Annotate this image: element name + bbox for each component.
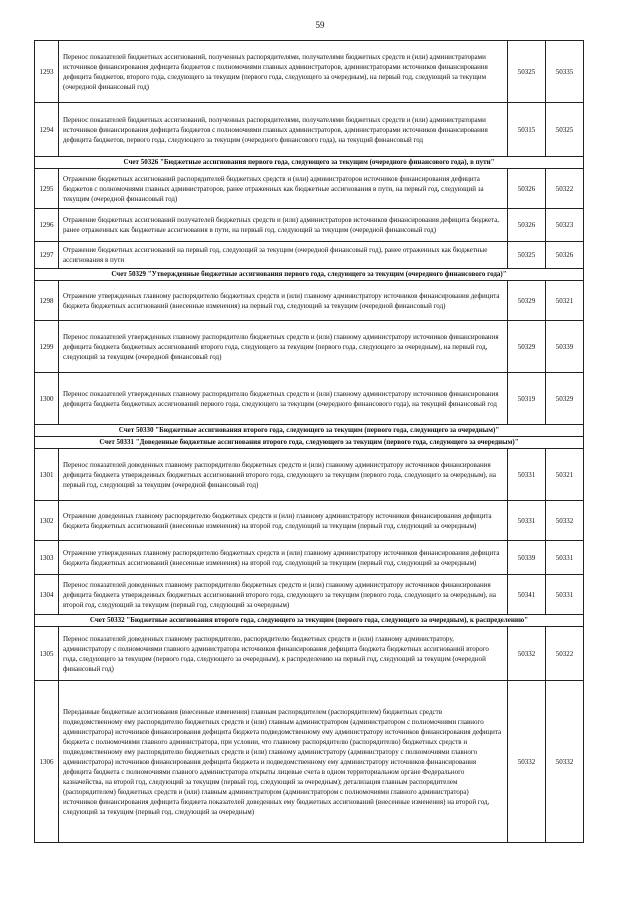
row-number: 1302 xyxy=(35,501,59,541)
table-row xyxy=(35,169,584,209)
credit-account: 50331 xyxy=(546,575,584,615)
debit-account: 50332 xyxy=(508,627,546,681)
operation-description: Перенос показателей доведенных главному распорядителю бюджетных средств и (или) главному администратору источников финансирования дефицита бюджета утвержденных бюджетных ассигнований второго года, следующего за текущим (первого года, следующего за очередным), на второй год, следующий за текущим (первый год, следующий за очередным) xyxy=(59,575,508,615)
operation-description: Перенос показателей бюджетных ассигнований, полученных распорядителями, получателями бюджетных средств и (или) администраторами источников финансирования дефицита бюджетов с полномочиями главных администраторов, администраторами источников финансирования дефицита бюджетов, первого года, следующего за текущим (очередного финансового года), на текущий финансовый год xyxy=(59,103,508,157)
debit-account: 50319 xyxy=(508,373,546,425)
page-number: 59 xyxy=(315,20,325,30)
table-row xyxy=(35,41,584,103)
credit-account: 50323 xyxy=(546,209,584,242)
operation-description: Переданные бюджетные ассигнования (внесенные изменения) главным распорядителем (распорядителем) бюджетных средств подведомственному ему распорядителю бюджетных средств и (или) главным администратором (администратором с полномочиями главного администратора) источников финансирования дефицита бюджета подведомственному ему администратору источников финансирования дефицита бюджета с полномочиями главного администратора, при условии, что главному распорядителю (распорядителю) бюджетных средств и подведомственному ему распорядителю бюджетных средств и (или) главному администратору (администратору с полномочиями главного администратора) источников финансирования дефицита бюджета и подведомственному ему администратору источников финансирования дефицита бюджета с полномочиями главного администратора открыты лицевые счета в одном территориальном органе Федерального казначейства, на второй год, следующий за текущим (первый год, следующий за очередным); детализация главным распорядителем (распорядителем) бюджетных средств и (или) главным администратором (администратором с полномочиями главного администратора) источников финансирования дефицита бюджета показателей доведенных ему бюджетных ассигнований (внесенные изменения) на второй год, следующий за текущим (первый год, следующий за очередным) xyxy=(59,681,508,843)
row-number: 1293 xyxy=(35,41,59,103)
debit-account: 50325 xyxy=(508,242,546,269)
table-row xyxy=(35,681,584,843)
credit-account: 50321 xyxy=(546,449,584,501)
operation-description: Перенос показателей доведенных главному распорядителю бюджетных средств и (или) главному администратору источников финансирования дефицита бюджета утвержденных бюджетных ассигнований второго года, следующего за текущим (первого года, следующего за очередным), на первый год, следующий за текущим (очередной финансовый год) xyxy=(59,449,508,501)
debit-account: 50331 xyxy=(508,449,546,501)
table-row xyxy=(35,209,584,242)
operation-description: Отражение бюджетных ассигнований на первый год, следующий за текущим (очередной финансовый год), ранее отраженных как бюджетные ассигнования в пути xyxy=(59,242,508,269)
table-row xyxy=(35,321,584,373)
row-number: 1297 xyxy=(35,242,59,269)
section-header xyxy=(35,425,584,437)
row-number: 1294 xyxy=(35,103,59,157)
table-row xyxy=(35,541,584,575)
table-row xyxy=(35,575,584,615)
debit-account: 50326 xyxy=(508,169,546,209)
operation-description: Перенос показателей доведенных главному распорядителю, распорядителю бюджетных средств и (или) главному администратору, администратору с полномочиями главного администратора источников финансирования дефицита бюджета бюджетных ассигнований второго года, следующего за текущим (первого года, следующего за очередным), к распределению на первый год, следующий за текущим (очередной финансовый год) xyxy=(59,627,508,681)
debit-account: 50329 xyxy=(508,281,546,321)
credit-account: 50329 xyxy=(546,373,584,425)
row-number: 1296 xyxy=(35,209,59,242)
operation-description: Отражение бюджетных ассигнований получателей бюджетных средств и (или) администраторов источников финансирования дефицита бюджета, ранее отраженных как бюджетные ассигнования в пути, на первый год, следующий за текущим (очередной финансовый год) xyxy=(59,209,508,242)
table-row xyxy=(35,281,584,321)
debit-account: 50325 xyxy=(508,41,546,103)
section-header xyxy=(35,269,584,281)
table-row xyxy=(35,501,584,541)
row-number: 1299 xyxy=(35,321,59,373)
section-title: Счет 50330 "Бюджетные ассигнования второго года, следующего за текущим (первого года, следующего за очередным)" xyxy=(35,425,584,437)
section-title: Счет 50329 "Утвержденные бюджетные ассигнования первого года, следующего за текущим (очередного финансового года)" xyxy=(35,269,584,281)
debit-account: 50329 xyxy=(508,321,546,373)
debit-account: 50331 xyxy=(508,501,546,541)
section-title: Счет 50331 "Доведенные бюджетные ассигнования второго года, следующего за текущим (первого года, следующего за очередным)" xyxy=(35,437,584,449)
operation-description: Перенос показателей бюджетных ассигнований, полученных распорядителями, получателями бюджетных средств и (или) администраторами источников финансирования дефицита бюджетов с полномочиями главных администраторов, администраторами источников финансирования дефицита бюджетов, второго года, следующего за текущим (первого года, следующего за очередным), на первый год, следующий за текущим (очередной финансовый год) xyxy=(59,41,508,103)
section-header xyxy=(35,437,584,449)
credit-account: 50332 xyxy=(546,681,584,843)
operation-description: Перенос показателей утвержденных главному распорядителю бюджетных средств и (или) главному администратору источников финансирования дефицита бюджета бюджетных ассигнований первого года, следующего за текущим (очередного финансового года), на текущий финансовый год xyxy=(59,373,508,425)
section-header xyxy=(35,157,584,169)
section-title: Счет 50332 "Бюджетные ассигнования второго года, следующего за текущим (первого года, следующего за очередным), к распределению" xyxy=(35,615,584,627)
row-number: 1298 xyxy=(35,281,59,321)
debit-account: 50326 xyxy=(508,209,546,242)
table-row xyxy=(35,449,584,501)
credit-account: 50325 xyxy=(546,103,584,157)
credit-account: 50326 xyxy=(546,242,584,269)
row-number: 1304 xyxy=(35,575,59,615)
debit-account: 50315 xyxy=(508,103,546,157)
debit-account: 50332 xyxy=(508,681,546,843)
table-row xyxy=(35,627,584,681)
row-number: 1300 xyxy=(35,373,59,425)
credit-account: 50332 xyxy=(546,501,584,541)
operation-description: Отражение утвержденных главному распорядителю бюджетных средств и (или) главному администратору источников финансирования дефицита бюджета бюджетных ассигнований (внесенные изменения) на первый год, следующий за текущим (очередной финансовый год) xyxy=(59,281,508,321)
table-row xyxy=(35,373,584,425)
row-number: 1305 xyxy=(35,627,59,681)
section-title: Счет 50326 "Бюджетные ассигнования первого года, следующего за текущим (очередного финансового года), в пути" xyxy=(35,157,584,169)
credit-account: 50322 xyxy=(546,627,584,681)
operation-description: Отражение бюджетных ассигнований распорядителей бюджетных средств и (или) администраторов источников финансирования дефицита бюджетов с полномочиями главных администраторов, ранее отраженных как бюджетные ассигнования в пути, на первый год, следующий за текущим (очередной финансовый год) xyxy=(59,169,508,209)
debit-account: 50339 xyxy=(508,541,546,575)
table-row xyxy=(35,242,584,269)
credit-account: 50339 xyxy=(546,321,584,373)
credit-account: 50335 xyxy=(546,41,584,103)
credit-account: 50331 xyxy=(546,541,584,575)
section-header xyxy=(35,615,584,627)
row-number: 1303 xyxy=(35,541,59,575)
row-number: 1295 xyxy=(35,169,59,209)
credit-account: 50321 xyxy=(546,281,584,321)
debit-account: 50341 xyxy=(508,575,546,615)
ledger-table xyxy=(34,40,584,843)
row-number: 1301 xyxy=(35,449,59,501)
operation-description: Перенос показателей утвержденных главному распорядителю бюджетных средств и (или) главному администратору источников финансирования дефицита бюджета бюджетных ассигнований второго года, следующего за текущим (первого года, следующего за очередным), на первый год, следующий за текущим (очередной финансовый год) xyxy=(59,321,508,373)
table-row xyxy=(35,103,584,157)
row-number: 1306 xyxy=(35,681,59,843)
operation-description: Отражение доведенных главному распорядителю бюджетных средств и (или) главному администратору источников финансирования дефицита бюджета бюджетных ассигнований (внесенные изменения) на второй год, следующий за текущим (первый год, следующий за очередным) xyxy=(59,501,508,541)
credit-account: 50322 xyxy=(546,169,584,209)
operation-description: Отражение утвержденных главному распорядителю бюджетных средств и (или) главному администратору источников финансирования дефицита бюджета бюджетных ассигнований (внесенные изменения) на второй год, следующий за текущим (первый год, следующий за очередным) xyxy=(59,541,508,575)
